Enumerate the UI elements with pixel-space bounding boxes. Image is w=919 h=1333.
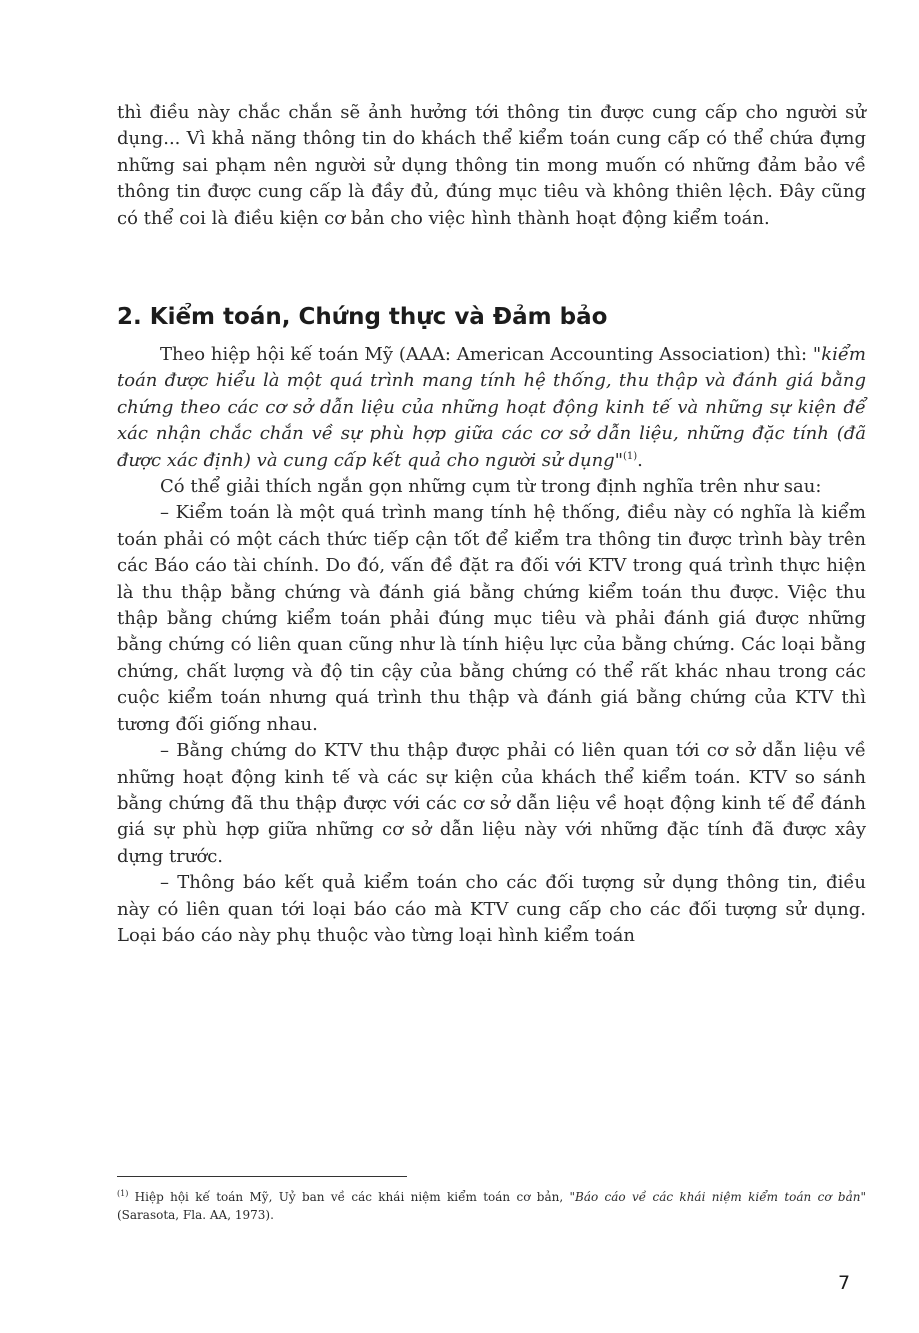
definition-close: " xyxy=(614,449,623,471)
bullet-paragraph-2: – Bằng chứng do KTV thu thập được phải có liên quan tới cơ sở dẫn liệu về những hoạt động kinh tế và các sự kiện của khách thể kiểm toán. KTV so sánh bằng chứng đã thu thập được với các cơ sở dẫn liệu về hoạt động kinh tế để đánh giá sự phù hợp giữa những cơ sở dẫn liệu này với những đặc tính đã được xây dựng trước. xyxy=(117,740,866,867)
definition-end: . xyxy=(637,449,643,471)
footnote-text-before: Hiệp hội kế toán Mỹ, Uỷ ban về các khái niệm kiểm toán cơ bản, " xyxy=(128,1190,576,1204)
intro-paragraph: thì điều này chắc chắn sẽ ảnh hưởng tới thông tin được cung cấp cho người sử dụng... Vì khả năng thông tin do khách thể kiểm toán cung cấp có thể chứa đựng những sai phạm nên người sử dụng thông tin mong muốn có những đảm bảo về thông tin được cung cấp là đầy đủ, đúng mục tiêu và không thiên lệch. Đây cũng có thể coi là điều kiện cơ bản cho việc hình thành hoạt động kiểm toán. xyxy=(117,102,866,229)
definition-quote: kiểm toán được hiểu là một quá trình mang tính hệ thống, thu thập và đánh giá bằng chứng theo các cơ sở dẫn liệu của những hoạt động kinh tế và những sự kiện để xác nhận chắc chắn về sự phù hợp giữa các cơ sở dẫn liệu, những đặc tính (đã được xác định) và cung cấp kết quả cho người sử dụng xyxy=(117,344,866,471)
footnote xyxy=(117,1188,866,1224)
bullet-paragraph-3: – Thông báo kết quả kiểm toán cho các đối tượng sử dụng thông tin, điều này có liên quan tới loại báo cáo mà KTV cung cấp cho các đối tượng sử dụng. Loại báo cáo này phụ thuộc vào từng loại hình kiểm toán xyxy=(117,872,866,946)
section-heading: 2. Kiểm toán, Chứng thực và Đảm bảo xyxy=(117,304,608,330)
bullet-paragraph-1: – Kiểm toán là một quá trình mang tính hệ thống, điều này có nghĩa là kiểm toán phải có một cách thức tiếp cận tốt để kiểm tra thông tin được trình bày trên các Báo cáo tài chính. Do đó, vấn đề đặt ra đối với KTV trong quá trình thực hiện là thu thập bằng chứng và đánh giá bằng chứng kiểm toán thu được. Việc thu thập bằng chứng kiểm toán phải đúng mục tiêu và phải đánh giá được những bằng chứng có liên quan cũng như là tính hiệu lực của bằng chứng. Các loại bằng chứng, chất lượng và độ tin cậy của bằng chứng có thể rất khác nhau trong các cuộc kiểm toán nhưng quá trình thu thập và đánh giá bằng chứng của KTV thì tương đối giống nhau. xyxy=(117,502,866,735)
explain-paragraph: Có thể giải thích ngắn gọn những cụm từ trong định nghĩa trên như sau: xyxy=(160,476,822,498)
definition-lead: Theo hiệp hội kế toán Mỹ (AAA: American Accounting Association) thì: " xyxy=(160,344,822,365)
page-number: 7 xyxy=(838,1272,851,1294)
footnote-divider xyxy=(117,1176,407,1177)
section-body xyxy=(117,342,866,949)
footnote-title: Báo cáo về các khái niệm kiểm toán cơ bản xyxy=(575,1190,861,1204)
footnote-reference: (1) xyxy=(622,450,638,462)
footnote-marker: (1) xyxy=(117,1189,129,1198)
footnote-text-after: " (Sarasota, Fla. AA, 1973). xyxy=(117,1190,867,1222)
definition-paragraph xyxy=(117,342,866,474)
